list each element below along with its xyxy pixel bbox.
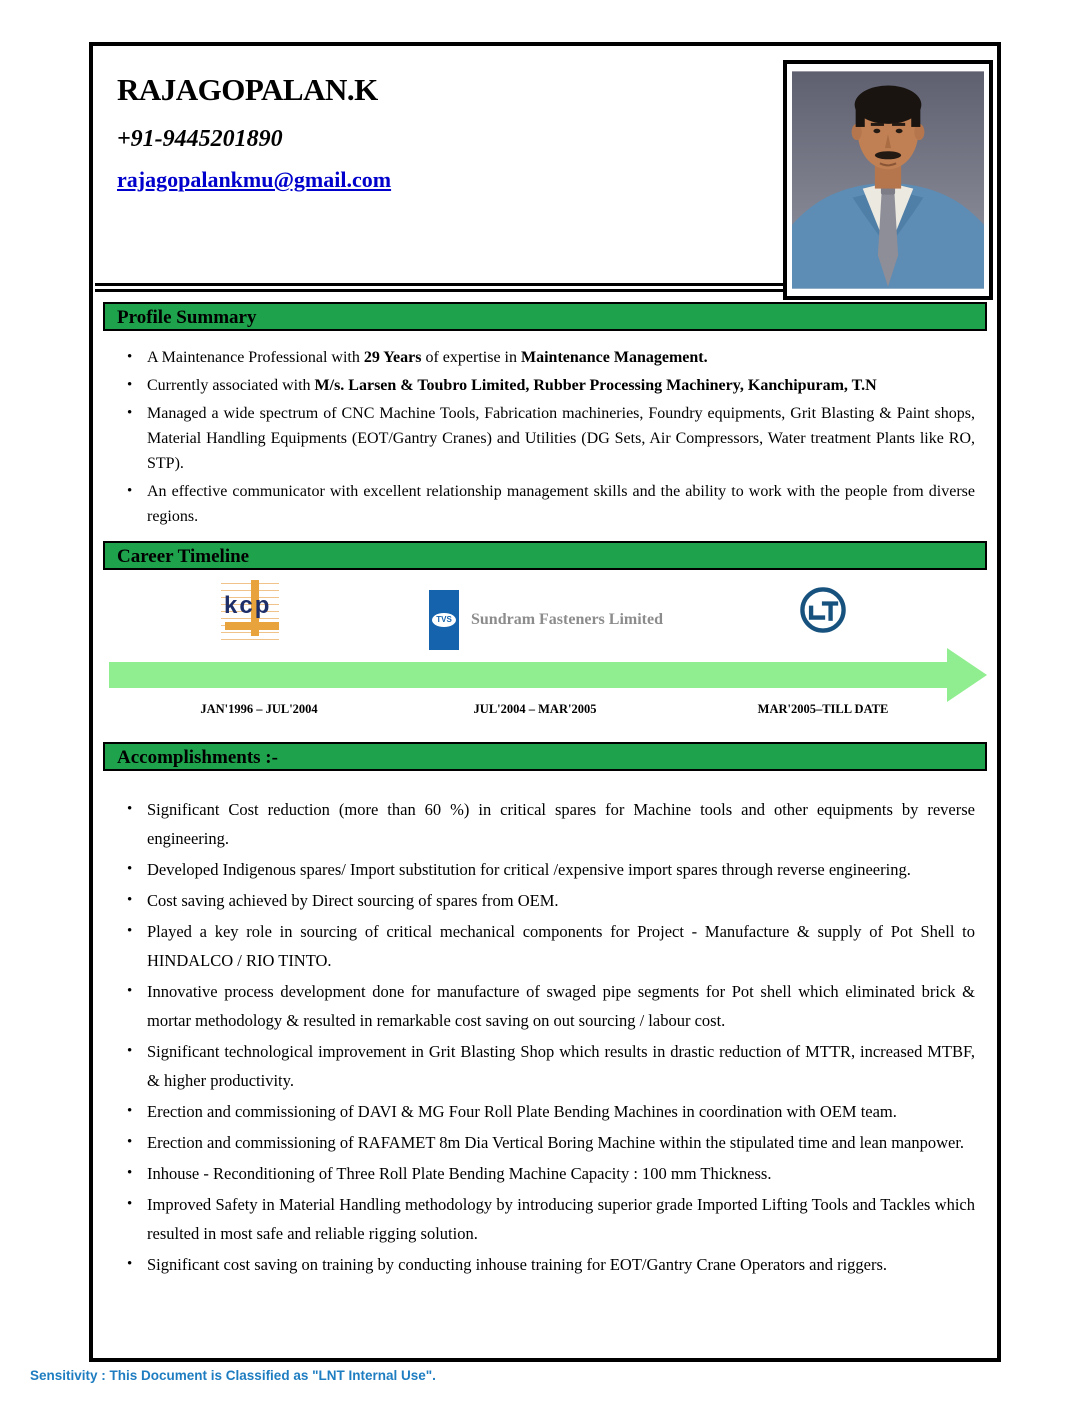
kcp-logo-text: kcp	[224, 592, 272, 619]
timeline-arrow	[109, 646, 989, 704]
text: Erection and commissioning of RAFAMET 8m Dia Vertical Boring Machine within the stipulated time and lean manpower.	[147, 1133, 965, 1152]
kcp-logo-horizontal-bar	[225, 622, 279, 630]
list-item	[125, 977, 975, 1035]
list-item	[125, 1250, 975, 1279]
text: Significant Cost reduction (more than 60 %) in critical spares for Machine tools and other equipments by reverse engineering.	[147, 800, 975, 848]
timeline-date-1: JAN'1996 – JUL'2004	[200, 702, 318, 716]
sundram-fasteners-label: Sundram Fasteners Limited	[471, 611, 663, 628]
tvs-badge-text: TVS	[432, 613, 456, 627]
phone-number: +91-9445201890	[117, 126, 283, 152]
list-item	[125, 1097, 975, 1126]
timeline-date-2: JUL'2004 – MAR'2005	[473, 702, 597, 716]
text: of expertise in	[421, 349, 521, 366]
text: Cost saving achieved by Direct sourcing of spares from OEM.	[147, 891, 559, 910]
photo-frame	[783, 60, 993, 300]
list-item	[125, 1037, 975, 1095]
text: Improved Safety in Material Handling methodology by introducing superior grade Imported Lifting Tools and Tackles which resulted in most safe and reliable rigging solution.	[147, 1195, 975, 1243]
bold-text: Maintenance Management.	[521, 349, 708, 366]
timeline-date-3: MAR'2005–TILL DATE	[757, 702, 889, 716]
text: Innovative process development done for manufacture of swaged pipe segments for Pot shell which eliminated brick & mortar methodology & resulted in remarkable cost saving on out sourcing / labour cost.	[147, 982, 975, 1030]
kcp-logo	[221, 580, 279, 646]
list-item	[125, 1190, 975, 1248]
list-item	[125, 917, 975, 975]
list-item	[125, 401, 975, 476]
section-title: Accomplishments :-	[117, 747, 278, 768]
email-link[interactable]: rajagopalankmu@gmail.com	[117, 167, 392, 192]
list-item	[125, 345, 975, 370]
text: Managed a wide spectrum of CNC Machine Tools, Fabrication machineries, Foundry equipments, Grit Blasting & Paint shops, Material Handling Equipments (EOT/Gantry Cranes) and Utilities (DG Sets, Air Compressors, Water treatment Plants like RO, STP).	[147, 405, 975, 472]
text: Significant cost saving on training by conducting inhouse training for EOT/Gantry Crane Operators and riggers.	[147, 1255, 888, 1274]
resume-page-box	[89, 42, 1001, 1362]
text: Erection and commissioning of DAVI & MG Four Roll Plate Bending Machines in coordination with OEM team.	[147, 1102, 897, 1121]
section-header-accomplishments	[103, 742, 987, 771]
text: Played a key role in sourcing of critical mechanical components for Project - Manufacture & supply of Pot Shell to HINDALCO / RIO TINTO.	[147, 922, 975, 970]
list-item	[125, 886, 975, 915]
profile-summary-list	[93, 345, 997, 529]
text: An effective communicator with excellent relationship management skills and the ability to work with the people from diverse regions.	[147, 483, 975, 525]
bold-text: M/s. Larsen & Toubro Limited, Rubber Processing Machinery, Kanchipuram, T.N	[314, 377, 877, 394]
list-item	[125, 373, 975, 398]
list-item	[125, 1128, 975, 1157]
header-divider	[95, 283, 785, 292]
accomplishments-list	[93, 795, 997, 1279]
sundram-fasteners-logo	[429, 590, 663, 650]
tvs-badge-icon	[429, 590, 459, 650]
candidate-name: RAJAGOPALAN.K	[117, 72, 378, 107]
larsen-toubro-logo-icon	[797, 582, 849, 638]
list-item	[125, 855, 975, 884]
text: A Maintenance Professional with	[147, 349, 364, 366]
portrait-photo	[792, 69, 984, 291]
section-title: Career Timeline	[117, 546, 250, 567]
section-header-profile-summary	[103, 302, 987, 331]
text: Inhouse - Reconditioning of Three Roll Plate Bending Machine Capacity : 100 mm Thickness.	[147, 1164, 772, 1183]
list-item	[125, 1159, 975, 1188]
section-header-career-timeline	[103, 541, 987, 570]
section-title: Profile Summary	[117, 307, 257, 328]
career-timeline-graphic	[93, 574, 997, 732]
text: Currently associated with	[147, 377, 315, 394]
list-item	[125, 479, 975, 529]
text: Significant technological improvement in Grit Blasting Shop which results in drastic reduction of MTTR, increased MTBF, & higher productivity.	[147, 1042, 975, 1090]
bold-text: 29 Years	[363, 349, 422, 366]
sensitivity-footer: Sensitivity : This Document is Classified as "LNT Internal Use".	[30, 1368, 436, 1383]
text: Developed Indigenous spares/ Import substitution for critical /expensive import spares through reverse engineering.	[147, 860, 911, 879]
list-item	[125, 795, 975, 853]
